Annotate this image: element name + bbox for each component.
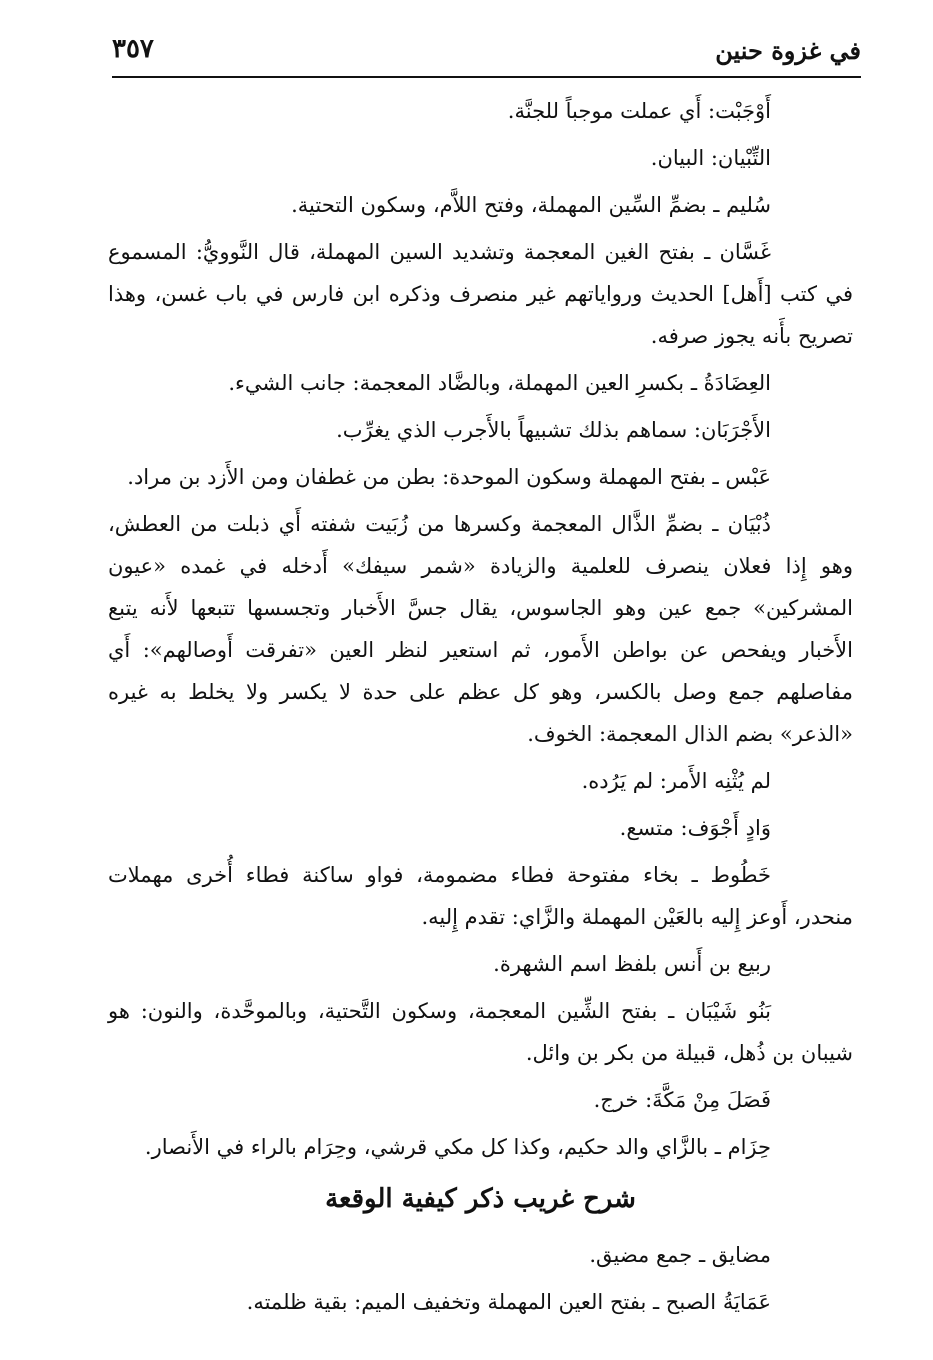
glossary-entry: أَوْجَبْت: أَي عملت موجباً للجنَّة. [507,99,771,123]
header-rule [112,76,861,78]
glossary-entry: حِزَام ـ بالزَّاي والد حكيم، وكذا كل مكي قرشي، وحِرَام بالراء في الأَنصار. [144,1135,771,1159]
glossary-entry: الأَجْرَبَان: سماهم بذلك تشبيهاً بالأَجرب الذي يغرِّب. [336,418,771,442]
glossary-entry: غَسَّان ـ بفتح الغين المعجمة وتشديد السين المهملة، قال النَّوويُّ: المسموع في كتب [أَهل] الحديث ورواياتهم غير منصرف وذكره ابن فارس في باب غسن، وهذا تصريح بأَنه يجوز صرفه. [108,240,853,348]
running-header [112,30,861,74]
glossary-entry: بَنُو شَيْبَان ـ بفتح الشِّين المعجمة، وسكون التَّحتية، وبالموحَّدة، والنون: هو شيبان بن ذُهل، قبيلة من بكر بن وائل. [108,999,853,1065]
page-body [108,90,853,1328]
glossary-entry: ربيع بن أَنس بلفظ اسم الشهرة. [493,952,771,976]
glossary-entry: سُليم ـ بضمِّ السِّين المهملة، وفتح اللاَّم، وسكون التحتية. [291,193,771,217]
glossary-entry: خَطُوط ـ بخاء مفتوحة فطاء مضمومة، فواو ساكنة فطاء أُخرى مهملات منحدر، أَوعز إِليه بالعَيْن المهملة والزَّاي: تقدم إِليه. [108,863,853,929]
glossary-entry: العِضَادَةُ ـ بكسرِ العين المهملة، وبالضَّاد المعجمة: جانب الشيء. [228,371,771,395]
glossary-entry: وَادٍ أَجْوَف: متسع. [619,816,771,840]
glossary-entry: ذُبْيَان ـ بضمِّ الذَّال المعجمة وكسرها من زُبَيت شفته أَي ذبلت من العطش، وهو إِذا فعلان ينصرف للعلمية والزيادة «شمر سيفك» أَدخله في غمده «عيون المشركين» جمع عين وهو الجاسوس، يقال جسَّ الأَخبار وتجسسها تتبعها لأَنه يتبع الأَخبار ويفحص عن بواطن الأَمور، ثم استعير لنظر العين «تفرقت أَوصالهم»: أَي مفاصلهم جمع وصل بالكسر، وهو كل عظم على حدة لا يكسر ولا يخلط به غيره «الذعر» بضم الذال المعجمة: الخوف. [108,512,853,746]
page-number: ٣٥٧ [112,34,154,64]
glossary-entry: مضايق ـ جمع مضيق. [589,1243,771,1267]
running-title: في غزوة حنين [715,36,861,65]
glossary-entry: فَصَلَ مِنْ مَكَّةَ: خرج. [593,1088,771,1112]
section-heading: شرح غريب ذكر كيفية الوقعة [325,1184,636,1214]
glossary-entry: لم يُثْنِه الأَمر: لم يَرُده. [581,769,771,793]
glossary-entry: عَمَايَةُ الصبح ـ بفتح العين المهملة وتخفيف الميم: بقية ظلمته. [246,1290,771,1314]
glossary-entry: عَبْس ـ بفتح المهملة وسكون الموحدة: بطن من غطفان ومن الأَزد بن مراد. [127,465,771,489]
glossary-entry: التِّبْيان: البيان. [650,146,771,170]
